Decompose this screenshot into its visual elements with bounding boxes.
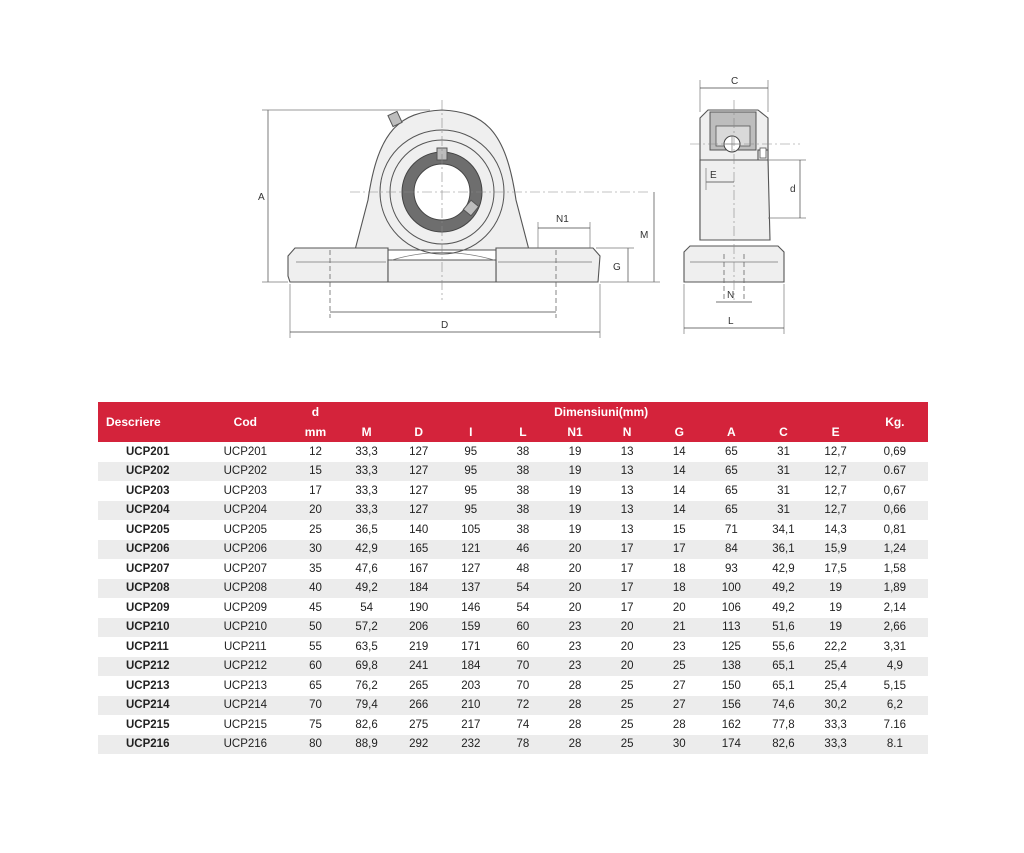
- table-cell: 19: [549, 462, 601, 482]
- table-cell: 48: [516, 562, 530, 575]
- table-cell: 162: [721, 718, 741, 731]
- table-cell: 28: [549, 696, 601, 716]
- table-cell: 65: [724, 484, 738, 497]
- table-cell: 292: [393, 735, 445, 755]
- table-cell: 19: [549, 501, 601, 521]
- table-cell: 1,89: [862, 579, 928, 599]
- table-cell: UCP203: [126, 484, 170, 497]
- table-cell: 15: [290, 462, 340, 482]
- table-row: [98, 559, 928, 579]
- table-cell: UCP215: [126, 718, 170, 731]
- table-cell: 93: [724, 562, 738, 575]
- table-row: [98, 481, 928, 501]
- table-row: [98, 579, 928, 599]
- table-row: [98, 735, 928, 755]
- table-cell: UCP204: [98, 501, 200, 521]
- table-cell: UCP207: [126, 562, 170, 575]
- table-cell: 2,14: [883, 601, 907, 614]
- table-cell: 105: [461, 523, 481, 536]
- table-cell: 20: [672, 601, 686, 614]
- table-cell: 275: [409, 718, 429, 731]
- table-cell: UCP214: [200, 696, 290, 716]
- table-cell: 13: [620, 445, 634, 458]
- dim-label-g: G: [613, 262, 621, 273]
- table-cell: 60: [290, 657, 340, 677]
- table-cell: 65: [309, 679, 322, 692]
- table-cell: 33,3: [824, 718, 847, 731]
- header-kg: Kg.: [862, 402, 928, 442]
- header-descriere: Descriere: [98, 402, 200, 442]
- header-d-unit: mm: [290, 422, 340, 442]
- dim-label-c: C: [731, 76, 739, 87]
- table-cell: 65,1: [757, 657, 809, 677]
- table-cell: 23: [672, 640, 686, 653]
- table-cell: 95: [464, 484, 478, 497]
- table-cell: 14: [672, 484, 686, 497]
- table-cell: 127: [393, 501, 445, 521]
- table-cell: 54: [360, 601, 373, 614]
- table-row: [98, 442, 928, 462]
- table-cell: 57,2: [341, 618, 393, 638]
- header-dim-a: A: [705, 422, 757, 442]
- table-cell: 76,2: [355, 679, 378, 692]
- table-cell: UCP212: [200, 657, 290, 677]
- table-cell: 8.1: [862, 735, 928, 755]
- table-row: [98, 676, 928, 696]
- table-cell: 36,1: [757, 540, 809, 560]
- table-row: [98, 618, 928, 638]
- table-cell: 4,9: [862, 657, 928, 677]
- table-body: [98, 442, 928, 754]
- table-cell: 19: [568, 445, 582, 458]
- table-cell: 140: [409, 523, 429, 536]
- table-row: [98, 462, 928, 482]
- table-cell: 232: [445, 735, 497, 755]
- table-cell: 25: [620, 718, 634, 731]
- dim-label-m: M: [640, 230, 649, 241]
- table-cell: 19: [568, 484, 582, 497]
- table-cell: 265: [409, 679, 429, 692]
- table-cell: 84: [705, 540, 757, 560]
- table-cell: 13: [620, 523, 634, 536]
- table-cell: 38: [497, 462, 549, 482]
- table-cell: 33,3: [341, 501, 393, 521]
- table-cell: 45: [309, 601, 322, 614]
- table-cell: 125: [721, 640, 741, 653]
- header-dim-c: C: [757, 422, 809, 442]
- table-cell: 95: [445, 462, 497, 482]
- table-cell: 17: [601, 540, 653, 560]
- table-cell: 21: [653, 618, 705, 638]
- table-cell: 75: [309, 718, 322, 731]
- table-cell: 12,7: [824, 445, 847, 458]
- dim-label-a: A: [258, 192, 265, 203]
- table-cell: UCP212: [98, 657, 200, 677]
- table-cell: 0,66: [862, 501, 928, 521]
- dim-label-n1: N1: [556, 214, 569, 225]
- table-cell: UCP213: [126, 679, 170, 692]
- table-cell: 51,6: [757, 618, 809, 638]
- table-cell: 1,58: [883, 562, 907, 575]
- table-cell: 31: [777, 445, 790, 458]
- table-cell: 95: [464, 445, 478, 458]
- table-row: [98, 715, 928, 735]
- table-cell: UCP216: [200, 735, 290, 755]
- table-cell: 35: [309, 562, 322, 575]
- table-cell: 14: [653, 462, 705, 482]
- table-cell: 40: [290, 579, 340, 599]
- table-cell: 69,8: [341, 657, 393, 677]
- table-cell: 184: [393, 579, 445, 599]
- table-cell: 70: [290, 696, 340, 716]
- table-cell: UCP213: [223, 679, 268, 692]
- table-cell: 77,8: [772, 718, 795, 731]
- table-cell: UCP205: [126, 523, 170, 536]
- table-row: [98, 657, 928, 677]
- table-row: [98, 637, 928, 657]
- table-row: [98, 696, 928, 716]
- header-dim-n: N: [601, 422, 653, 442]
- table-cell: 25,4: [810, 657, 862, 677]
- table-cell: 146: [461, 601, 481, 614]
- table-cell: 219: [409, 640, 429, 653]
- table-cell: 100: [705, 579, 757, 599]
- table-row: [98, 540, 928, 560]
- header-dim-l: L: [497, 422, 549, 442]
- table-cell: 12,7: [810, 462, 862, 482]
- table-cell: 14: [653, 501, 705, 521]
- table-cell: 156: [705, 696, 757, 716]
- table-cell: 42,9: [772, 562, 795, 575]
- table-cell: UCP210: [98, 618, 200, 638]
- table-cell: 19: [829, 601, 843, 614]
- table-cell: 0,67: [883, 484, 907, 497]
- table-cell: 127: [409, 445, 429, 458]
- table-cell: 72: [497, 696, 549, 716]
- table-cell: 203: [461, 679, 481, 692]
- table-row: [98, 598, 928, 618]
- table-cell: 17: [601, 579, 653, 599]
- table-cell: UCP215: [223, 718, 268, 731]
- table-cell: UCP208: [98, 579, 200, 599]
- table-cell: 5,15: [883, 679, 907, 692]
- table-cell: UCP203: [223, 484, 268, 497]
- table-cell: 50: [290, 618, 340, 638]
- table-cell: 25: [653, 657, 705, 677]
- table-cell: 17: [620, 562, 634, 575]
- table-cell: 127: [409, 484, 429, 497]
- table-cell: 71: [724, 523, 738, 536]
- dim-label-small-d: d: [790, 184, 796, 195]
- table-cell: 14,3: [824, 523, 847, 536]
- table-cell: 27: [672, 679, 686, 692]
- table-cell: 74,6: [757, 696, 809, 716]
- table-cell: 46: [497, 540, 549, 560]
- table-cell: 54: [516, 601, 530, 614]
- header-dimensiuni: Dimensiuni(mm): [341, 402, 862, 422]
- table-cell: 49,2: [772, 601, 795, 614]
- table-cell: 78: [497, 735, 549, 755]
- table-cell: 34,1: [772, 523, 795, 536]
- table-cell: 184: [445, 657, 497, 677]
- table-cell: 22,2: [824, 640, 847, 653]
- table-cell: 20: [620, 640, 634, 653]
- table-cell: UCP211: [126, 640, 169, 653]
- table-cell: 27: [653, 696, 705, 716]
- table-cell: 167: [409, 562, 429, 575]
- table-cell: 33,3: [355, 484, 378, 497]
- table-cell: 55,6: [772, 640, 795, 653]
- table-cell: 121: [445, 540, 497, 560]
- table-cell: 19: [810, 618, 862, 638]
- table-cell: 79,4: [341, 696, 393, 716]
- table-cell: 30: [290, 540, 340, 560]
- table-cell: UCP202: [200, 462, 290, 482]
- technical-drawing: [0, 0, 1024, 380]
- table-cell: 217: [461, 718, 481, 731]
- table-cell: 20: [601, 657, 653, 677]
- table-cell: 17: [653, 540, 705, 560]
- table-cell: 47,6: [355, 562, 378, 575]
- table-cell: 17,5: [824, 562, 847, 575]
- table-cell: UCP209: [126, 601, 170, 614]
- table-cell: 65: [705, 501, 757, 521]
- table-cell: 20: [568, 562, 582, 575]
- table-cell: 0,81: [883, 523, 907, 536]
- table-cell: 38: [516, 484, 530, 497]
- table-cell: 25: [309, 523, 322, 536]
- table-cell: 190: [409, 601, 429, 614]
- table-cell: UCP205: [223, 523, 268, 536]
- table-cell: UCP202: [98, 462, 200, 482]
- table-cell: 6,2: [862, 696, 928, 716]
- table-cell: 13: [601, 501, 653, 521]
- table-cell: 23: [549, 618, 601, 638]
- table-cell: 12,7: [824, 484, 847, 497]
- table-cell: 241: [393, 657, 445, 677]
- table-cell: UCP207: [223, 562, 268, 575]
- table-cell: 15: [672, 523, 686, 536]
- table-cell: 65: [724, 445, 738, 458]
- table-cell: 33,3: [341, 462, 393, 482]
- header-dim-m: M: [341, 422, 393, 442]
- header-dim-i: I: [445, 422, 497, 442]
- table-cell: 2,66: [862, 618, 928, 638]
- table-cell: 25: [620, 679, 634, 692]
- table-cell: 82,6: [355, 718, 378, 731]
- table-cell: 106: [721, 601, 741, 614]
- table-cell: 13: [601, 462, 653, 482]
- table-cell: 19: [810, 579, 862, 599]
- table-cell: 138: [705, 657, 757, 677]
- table-cell: 28: [549, 735, 601, 755]
- table-cell: 0.67: [862, 462, 928, 482]
- bearing-spec-table: [98, 402, 928, 754]
- table-header: [98, 402, 928, 442]
- header-dim-d: D: [393, 422, 445, 442]
- table-cell: 82,6: [757, 735, 809, 755]
- table-cell: 206: [393, 618, 445, 638]
- table-cell: 174: [705, 735, 757, 755]
- table-cell: 150: [721, 679, 741, 692]
- table-cell: 95: [445, 501, 497, 521]
- table-cell: 70: [497, 657, 549, 677]
- table-cell: 31: [777, 484, 790, 497]
- table-cell: 38: [516, 445, 530, 458]
- dim-label-l: L: [728, 316, 734, 327]
- header-dim-n1: N1: [549, 422, 601, 442]
- table-cell: 127: [393, 462, 445, 482]
- table-cell: 23: [568, 640, 582, 653]
- table-cell: UCP206: [200, 540, 290, 560]
- table-cell: 80: [290, 735, 340, 755]
- table-cell: 12,7: [810, 501, 862, 521]
- table-cell: 18: [672, 562, 686, 575]
- table-cell: 49,2: [757, 579, 809, 599]
- table-cell: UCP201: [223, 445, 268, 458]
- table-cell: 65: [705, 462, 757, 482]
- table-cell: 20: [568, 601, 582, 614]
- header-dim-e: E: [810, 422, 862, 442]
- table-cell: 31: [757, 501, 809, 521]
- table-cell: 28: [568, 679, 582, 692]
- table-cell: 36,5: [355, 523, 378, 536]
- table-cell: 33,3: [810, 735, 862, 755]
- table-cell: 38: [516, 523, 530, 536]
- table-cell: UCP209: [223, 601, 268, 614]
- table-cell: 31: [757, 462, 809, 482]
- table-cell: 17: [620, 601, 634, 614]
- table-cell: 60: [516, 640, 530, 653]
- table-cell: 159: [445, 618, 497, 638]
- table-cell: UCP206: [98, 540, 200, 560]
- header-d: d: [290, 402, 340, 422]
- table-cell: 38: [497, 501, 549, 521]
- table-cell: 7.16: [883, 718, 907, 731]
- table-cell: UCP210: [200, 618, 290, 638]
- table-cell: 20: [290, 501, 340, 521]
- header-cod: Cod: [200, 402, 290, 442]
- table-cell: 137: [445, 579, 497, 599]
- dim-label-n: N: [727, 290, 735, 301]
- table-cell: UCP201: [126, 445, 170, 458]
- table-cell: 20: [549, 540, 601, 560]
- header-dim-g: G: [653, 422, 705, 442]
- front-view: [258, 100, 660, 338]
- table-cell: 33,3: [355, 445, 378, 458]
- table-cell: 30: [653, 735, 705, 755]
- table-cell: 266: [393, 696, 445, 716]
- table-cell: UCP214: [98, 696, 200, 716]
- dim-label-d: D: [441, 320, 449, 331]
- table-cell: 18: [653, 579, 705, 599]
- table-cell: 210: [445, 696, 497, 716]
- table-cell: 25,4: [824, 679, 847, 692]
- table-cell: 49,2: [341, 579, 393, 599]
- table-cell: 74: [516, 718, 530, 731]
- table-cell: 25: [601, 696, 653, 716]
- table-cell: 25: [601, 735, 653, 755]
- table-cell: 20: [601, 618, 653, 638]
- table-cell: 63,5: [355, 640, 378, 653]
- table-cell: 28: [672, 718, 686, 731]
- table-cell: 0,69: [883, 445, 907, 458]
- table-row: [98, 501, 928, 521]
- dim-label-e: E: [710, 170, 717, 181]
- table-cell: 55: [309, 640, 322, 653]
- table-cell: 60: [497, 618, 549, 638]
- table-cell: 30,2: [810, 696, 862, 716]
- table-cell: 127: [461, 562, 481, 575]
- table-row: [98, 520, 928, 540]
- table-cell: UCP204: [200, 501, 290, 521]
- table-cell: 65,1: [772, 679, 795, 692]
- table-cell: 70: [516, 679, 530, 692]
- table-cell: 19: [568, 523, 582, 536]
- table-cell: 3,31: [883, 640, 907, 653]
- table-cell: 113: [705, 618, 757, 638]
- table-cell: 15,9: [810, 540, 862, 560]
- table-cell: 20: [549, 579, 601, 599]
- table-cell: UCP208: [200, 579, 290, 599]
- table-cell: 12: [309, 445, 322, 458]
- side-view: [684, 76, 806, 334]
- table-cell: 42,9: [341, 540, 393, 560]
- table-cell: 1,24: [862, 540, 928, 560]
- table-cell: 165: [393, 540, 445, 560]
- table-cell: 28: [568, 718, 582, 731]
- table-cell: UCP211: [224, 640, 267, 653]
- table-cell: 17: [309, 484, 322, 497]
- table-cell: UCP216: [98, 735, 200, 755]
- table-cell: 88,9: [341, 735, 393, 755]
- table-cell: 14: [672, 445, 686, 458]
- table-cell: 54: [497, 579, 549, 599]
- table-cell: 171: [461, 640, 481, 653]
- table-cell: 23: [549, 657, 601, 677]
- table-cell: 13: [620, 484, 634, 497]
